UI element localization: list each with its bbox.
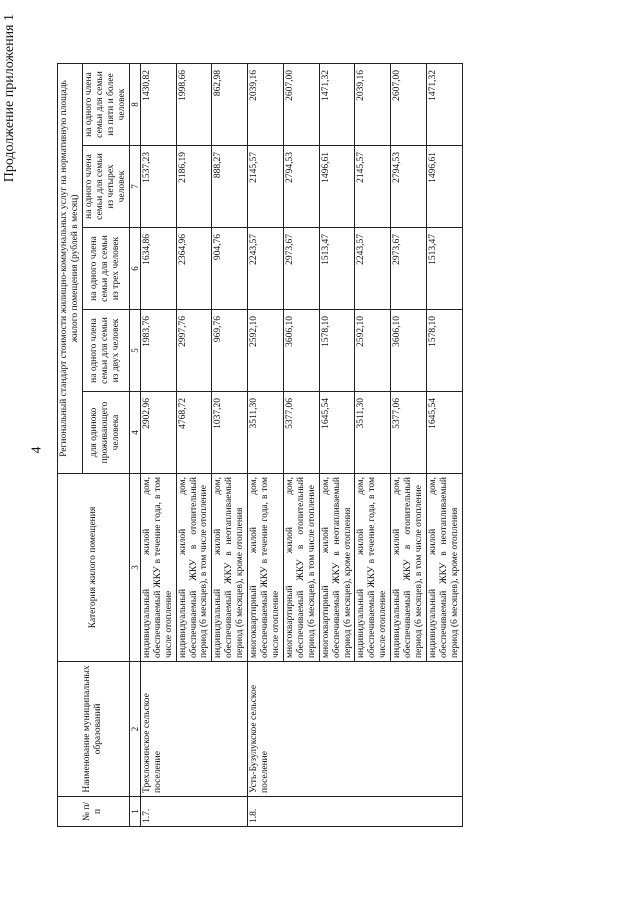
column-index: 1: [129, 797, 140, 827]
value-cell: 1513,47: [319, 228, 355, 310]
municipality-name: Усть-Бузулукское сельское поселение: [248, 662, 463, 797]
value-cell: 3511,30: [248, 392, 284, 474]
col-family2-header: на одного члена семьи для семьи из двух человек: [82, 310, 129, 392]
value-cell: 969,76: [212, 310, 248, 392]
value-cell: 1998,66: [176, 64, 212, 146]
value-cell: 2607,00: [391, 64, 427, 146]
value-cell: 904,76: [212, 228, 248, 310]
value-cell: 2902,96: [140, 392, 176, 474]
column-index: 2: [129, 662, 140, 797]
category-cell: индивидуальный жилой дом, обеспечиваемый ЖКУ в неотапливаемый период (6 месяцев), кроме отопления: [212, 474, 248, 662]
row-number: 1.8.: [248, 797, 463, 827]
value-cell: 5377,06: [391, 392, 427, 474]
value-cell: 2145,57: [355, 146, 391, 228]
value-cell: 888,27: [212, 146, 248, 228]
value-cell: 1645,54: [427, 392, 463, 474]
col-family5-header: на одного члена семьи для семьи из пяти и более человек: [82, 64, 129, 146]
value-cell: 4768,72: [176, 392, 212, 474]
value-cell: 1471,32: [427, 64, 463, 146]
category-cell: многоквартирный жилой дом, обеспечиваемый ЖКУ в течение года, в том числе отопление: [248, 474, 284, 662]
header-row-1: [58, 64, 83, 827]
value-cell: 2592,10: [355, 310, 391, 392]
value-cell: 1578,10: [319, 310, 355, 392]
value-cell: 2039,16: [355, 64, 391, 146]
col-no-header: № п/п: [58, 797, 130, 827]
value-cell: 1513,47: [427, 228, 463, 310]
standard-title-header: Региональный стандарт стоимости жилищно-коммунальных услуг на нормативную площадь жилого помещения (рублей в месяц): [58, 64, 83, 474]
column-index-row: [129, 64, 140, 827]
value-cell: 862,98: [212, 64, 248, 146]
column-index: 8: [129, 64, 140, 146]
category-cell: индивидуальный жилой дом, обеспечиваемый ЖКУ в течение года, в том числе отопление: [355, 474, 391, 662]
page-number: 4: [29, 446, 45, 454]
value-cell: 1037,20: [212, 392, 248, 474]
column-index: 4: [129, 392, 140, 474]
value-cell: 1471,32: [319, 64, 355, 146]
category-cell: многоквартирный жилой дом, обеспечиваемый ЖКУ в отопительный период (6 месяцев), в том числе отопление: [283, 474, 319, 662]
value-cell: 2973,67: [391, 228, 427, 310]
value-cell: 1634,86: [140, 228, 176, 310]
value-cell: 2039,16: [248, 64, 284, 146]
value-cell: 1537,23: [140, 146, 176, 228]
value-cell: 2973,67: [283, 228, 319, 310]
col-municipality-header: Наименование муниципальных образований: [58, 662, 130, 797]
value-cell: 2997,76: [176, 310, 212, 392]
column-index: 7: [129, 146, 140, 228]
value-cell: 1578,10: [427, 310, 463, 392]
column-index: 5: [129, 310, 140, 392]
col-single-header: для одиноко проживающего человека: [82, 392, 129, 474]
value-cell: 3606,10: [391, 310, 427, 392]
value-cell: 2607,00: [283, 64, 319, 146]
value-cell: 5377,06: [283, 392, 319, 474]
value-cell: 2794,53: [283, 146, 319, 228]
value-cell: 2145,57: [248, 146, 284, 228]
category-cell: индивидуальный жилой дом, обеспечиваемый ЖКУ в отопительный период (6 месяцев), в том числе отопление: [391, 474, 427, 662]
value-cell: 1496,61: [319, 146, 355, 228]
value-cell: 1496,61: [427, 146, 463, 228]
table-row: [248, 64, 284, 827]
category-cell: индивидуальный жилой дом, обеспечиваемый ЖКУ в неотапливаемый период (6 месяцев), кроме отопления: [427, 474, 463, 662]
standard-table: [57, 63, 463, 827]
value-cell: 1430,82: [140, 64, 176, 146]
table-row: [140, 64, 176, 827]
column-index: 3: [129, 474, 140, 662]
value-cell: 3511,30: [355, 392, 391, 474]
col-category-header: Категория жилого помещения: [58, 474, 130, 662]
category-cell: индивидуальный жилой дом, обеспечиваемый ЖКУ в отопительный период (6 месяцев), в том числе отопление: [176, 474, 212, 662]
value-cell: 2243,57: [248, 228, 284, 310]
col-family4-header: на одного члена семьи для семьи из четырех человек: [82, 146, 129, 228]
value-cell: 1645,54: [319, 392, 355, 474]
column-index: 6: [129, 228, 140, 310]
category-cell: индивидуальный жилой дом, обеспечиваемый ЖКУ в течение года, в том числе отопление: [140, 474, 176, 662]
value-cell: 2243,57: [355, 228, 391, 310]
value-cell: 3606,10: [283, 310, 319, 392]
value-cell: 2794,53: [391, 146, 427, 228]
municipality-name: Трехложинское сельское поселение: [140, 662, 247, 797]
row-number: 1.7.: [140, 797, 247, 827]
value-cell: 2364,96: [176, 228, 212, 310]
value-cell: 2186,19: [176, 146, 212, 228]
appendix-title: Продолжение приложения 1: [2, 14, 17, 183]
value-cell: 1983,76: [140, 310, 176, 392]
value-cell: 2592,10: [248, 310, 284, 392]
category-cell: многоквартирный жилой дом, обеспечиваемый ЖКУ в неотапливаемый период (6 месяцев), кроме отопления: [319, 474, 355, 662]
col-family3-header: на одного члена семьи для семьи из трех человек: [82, 228, 129, 310]
